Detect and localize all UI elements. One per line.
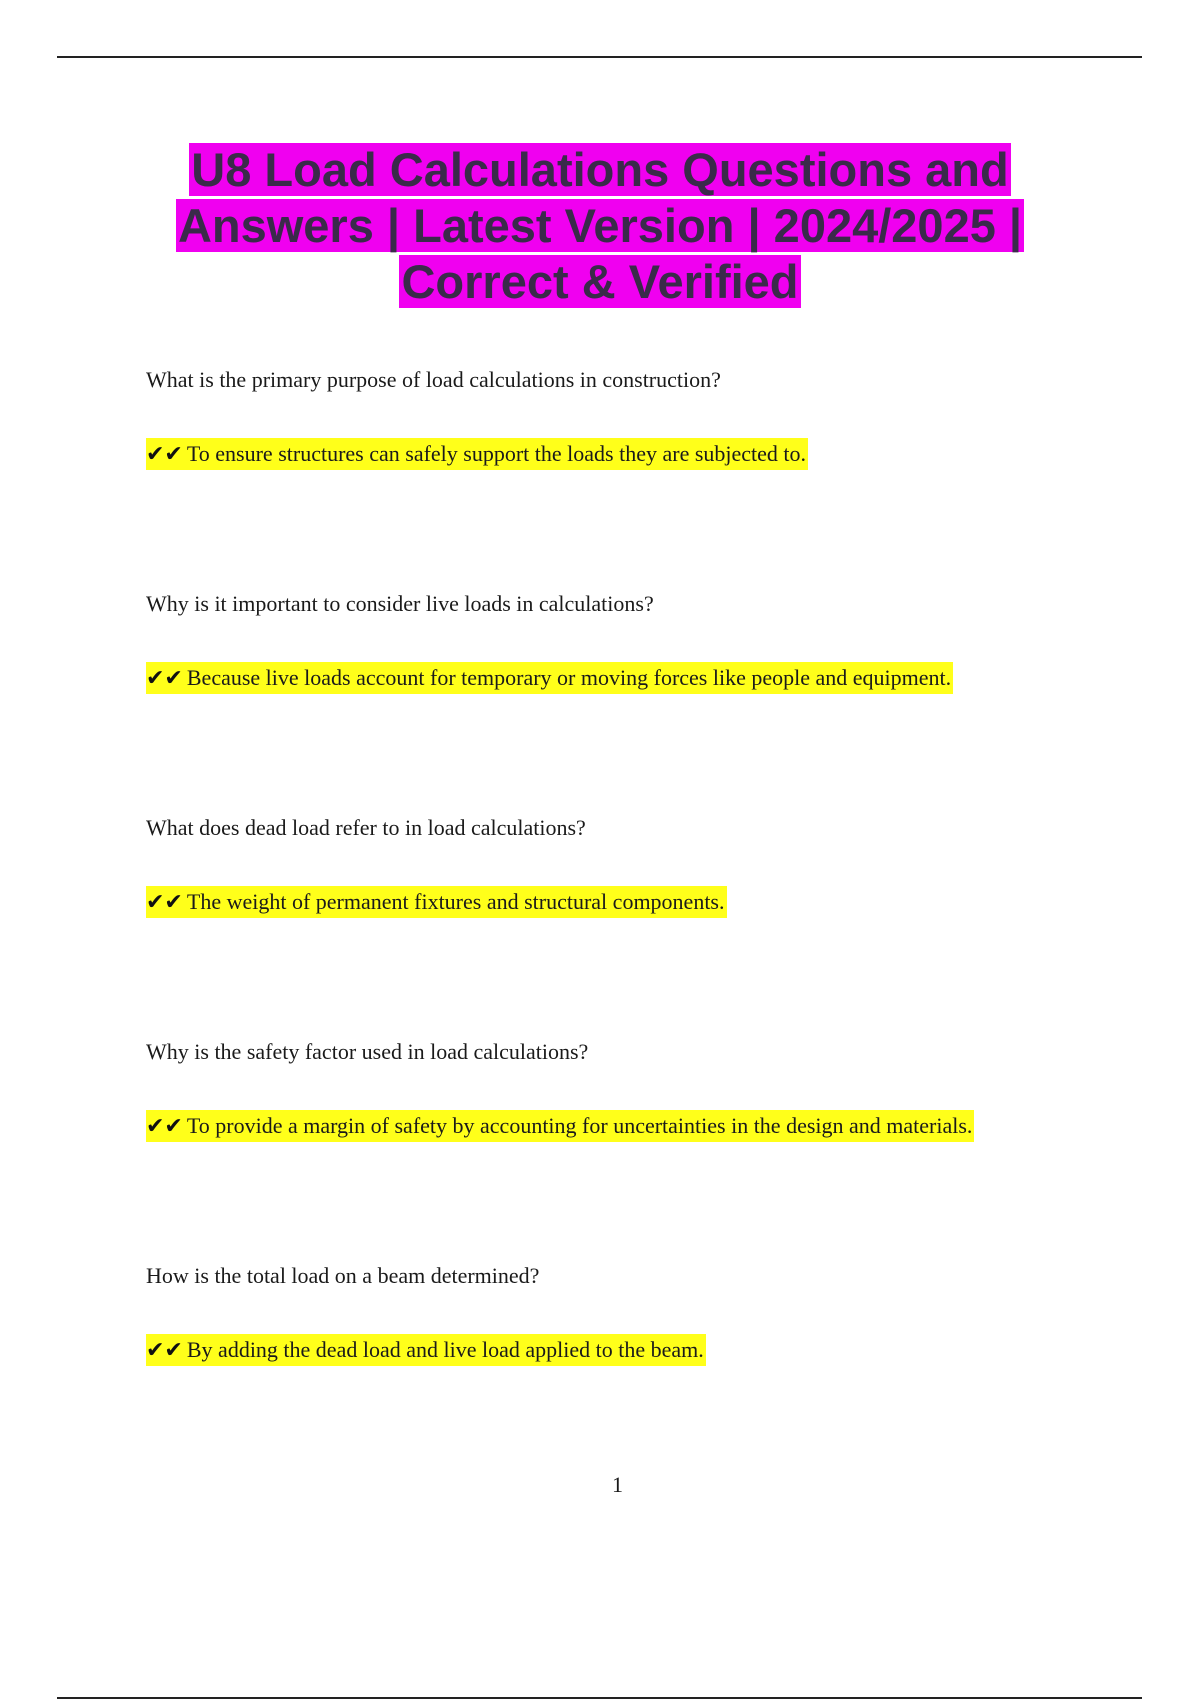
question-text: How is the total load on a beam determined? [146,1263,540,1288]
double-check-icon: ✔✔ [146,1338,183,1363]
page-number: 1 [612,1472,623,1497]
answer-block [146,1113,1106,1140]
answer-block [146,1337,1106,1364]
header-rule [57,56,1142,58]
question-text: What does dead load refer to in load calculations? [146,815,586,840]
answer-block [146,665,1106,692]
answer-block [146,889,1106,916]
double-check-icon: ✔✔ [146,890,183,915]
answer-highlight [146,1334,706,1366]
qa-item [146,591,1106,692]
answer-text: The weight of permanent fixtures and structural components. [186,889,725,914]
qa-item [146,1263,1106,1364]
answer-text: To ensure structures can safely support the loads they are subjected to. [186,441,807,466]
answer-text: To provide a margin of safety by accounting for uncertainties in the design and materials. [186,1113,973,1138]
answer-highlight [146,662,953,694]
question-text: What is the primary purpose of load calculations in construction? [146,367,721,392]
document-title [100,142,1100,310]
question-text: Why is it important to consider live loads in calculations? [146,591,654,616]
answer-block [146,441,1106,468]
question-text: Why is the safety factor used in load calculations? [146,1039,589,1064]
answer-highlight [146,886,727,918]
answer-text: By adding the dead load and live load applied to the beam. [186,1337,704,1362]
qa-item [146,367,1106,468]
answer-highlight [146,1110,974,1142]
qa-item [146,815,1106,916]
document-title-text: U8 Load Calculations Questions and Answers | Latest Version | 2024/2025 | Correct & Verified [177,143,1023,308]
double-check-icon: ✔✔ [146,1114,183,1139]
footer-rule [57,1697,1142,1699]
double-check-icon: ✔✔ [146,442,183,467]
qa-item [146,1039,1106,1140]
double-check-icon: ✔✔ [146,666,183,691]
answer-highlight [146,438,808,470]
answer-text: Because live loads account for temporary or moving forces like people and equipment. [186,665,952,690]
